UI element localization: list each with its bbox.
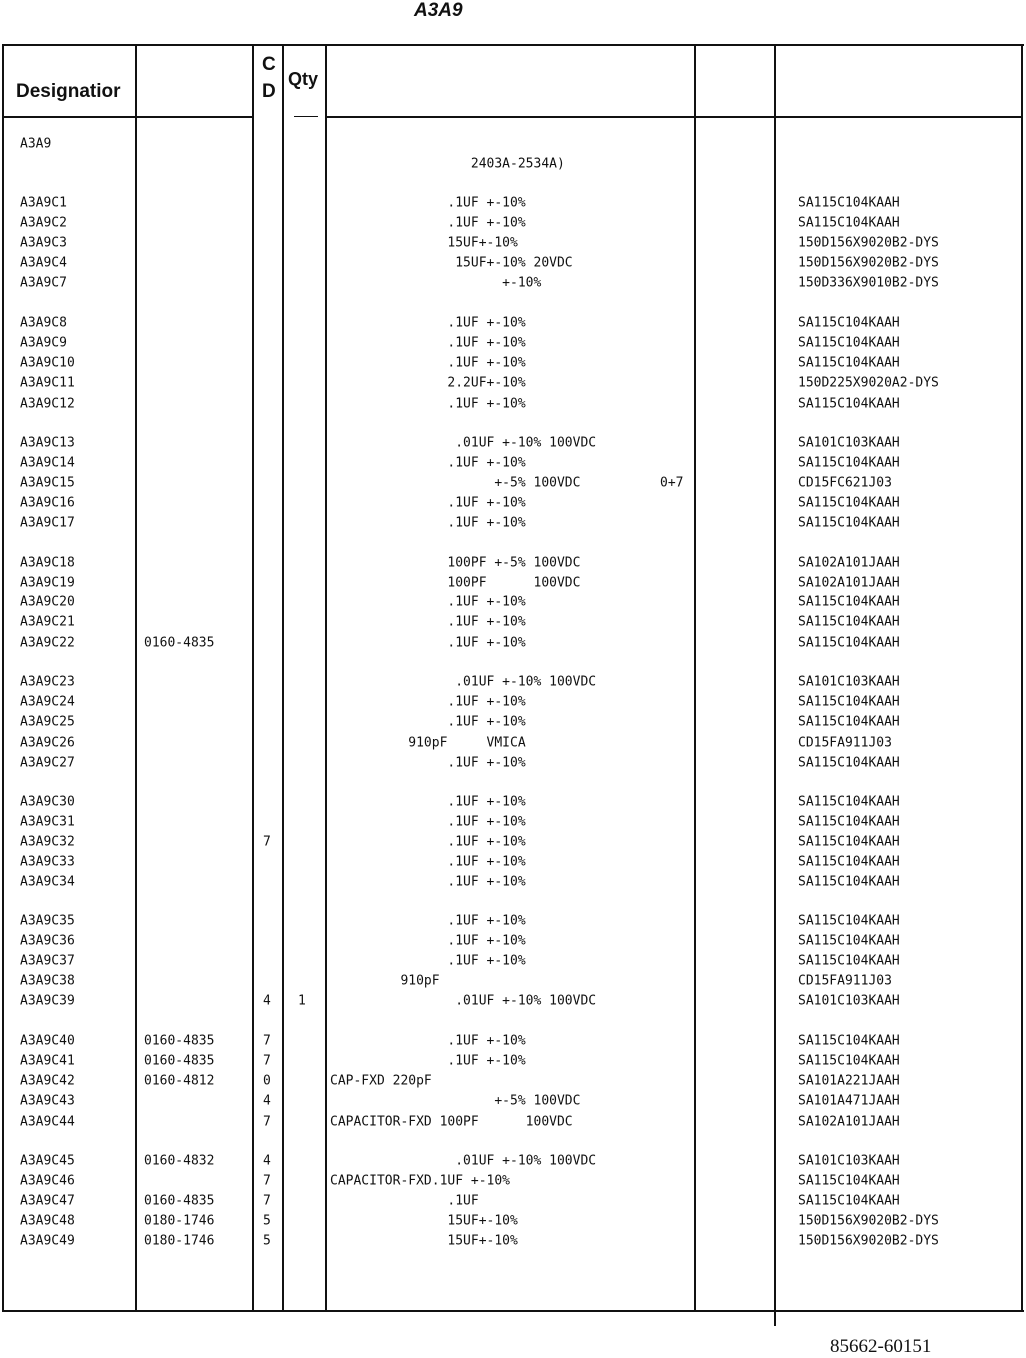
description-cell: .1UF +-10% xyxy=(330,396,526,412)
mfr-part-number-cell: SA115C104KAAH xyxy=(798,694,900,710)
description-cell: .1UF +-10% xyxy=(330,1053,526,1069)
description-cell: .1UF +-10% xyxy=(330,594,526,610)
check-digit-cell: 7 xyxy=(263,1033,271,1049)
designation-cell: A3A9C31 xyxy=(20,814,75,830)
part-number-cell: 0180-1746 xyxy=(144,1213,215,1229)
designation-cell: A3A9C48 xyxy=(20,1213,75,1229)
mfr-code-cell: 0+7 xyxy=(660,475,684,491)
description-cell: .1UF +-10% xyxy=(330,515,526,531)
column-divider xyxy=(694,44,696,1312)
column-divider xyxy=(2,44,4,1312)
description-cell: .1UF +-10% xyxy=(330,215,526,231)
description-cell: .1UF +-10% xyxy=(330,953,526,969)
description-cell: .1UF +-10% xyxy=(330,814,526,830)
description-cell: .1UF +-10% xyxy=(330,335,526,351)
description-cell: .1UF +-10% xyxy=(330,455,526,471)
description-cell: .1UF +-10% xyxy=(330,635,526,651)
header-qty: Qty xyxy=(288,69,319,89)
designation-cell: A3A9C27 xyxy=(20,755,75,771)
description-cell: .1UF +-10% xyxy=(330,195,526,211)
description-cell: +-5% 100VDC xyxy=(330,1093,581,1109)
designation-cell: A3A9C18 xyxy=(20,555,75,571)
mfr-part-number-cell: SA101A221JAAH xyxy=(798,1073,900,1089)
description-cell: .1UF +-10% xyxy=(330,874,526,890)
description-cell: 100PF +-5% 100VDC xyxy=(330,555,581,571)
designation-cell: A3A9C35 xyxy=(20,913,75,929)
mfr-part-number-cell: SA102A101JAAH xyxy=(798,555,900,571)
description-cell: CAPACITOR-FXD.1UF +-10% xyxy=(330,1173,511,1189)
designation-cell: A3A9C43 xyxy=(20,1093,75,1109)
qty-cell: 1 xyxy=(298,993,306,1009)
description-cell: .01UF +-10% 100VDC xyxy=(330,1153,597,1169)
check-digit-cell: 4 xyxy=(263,1153,271,1169)
description-cell: .1UF +-10% xyxy=(330,794,526,810)
description-cell: .1UF +-10% xyxy=(330,714,526,730)
column-divider xyxy=(325,44,327,1312)
description-cell: 15UF+-10% xyxy=(330,1213,518,1229)
mfr-part-number-cell: SA115C104KAAH xyxy=(798,814,900,830)
mfr-part-number-cell: SA115C104KAAH xyxy=(798,614,900,630)
designation-cell: A3A9C19 xyxy=(20,575,75,591)
column-divider xyxy=(135,44,137,1312)
designation-cell: A3A9C16 xyxy=(20,495,75,511)
part-number-cell: 0160-4832 xyxy=(144,1153,215,1169)
check-digit-cell: 0 xyxy=(263,1073,271,1089)
mfr-part-number-cell: SA101C103KAAH xyxy=(798,993,900,1009)
description-cell: .1UF xyxy=(330,1193,479,1209)
mfr-part-number-cell: SA101C103KAAH xyxy=(798,435,900,451)
mfr-part-number-cell: 150D156X9020B2-DYS xyxy=(798,255,939,271)
designation-cell: A3A9C8 xyxy=(20,315,67,331)
mfr-part-number-cell: SA115C104KAAH xyxy=(798,495,900,511)
designation-cell: A3A9C42 xyxy=(20,1073,75,1089)
mfr-part-number-cell: 150D156X9020B2-DYS xyxy=(798,1213,939,1229)
table-top-border xyxy=(2,44,1024,46)
designation-cell: A3A9C20 xyxy=(20,594,75,610)
check-digit-cell: 7 xyxy=(263,1053,271,1069)
header-rule xyxy=(325,116,1023,118)
column-divider xyxy=(774,44,776,1326)
designation-cell: A3A9C34 xyxy=(20,874,75,890)
part-number-cell: 0160-4835 xyxy=(144,1033,215,1049)
table-bottom-border xyxy=(2,1310,1024,1312)
check-digit-cell: 4 xyxy=(263,993,271,1009)
header-rule xyxy=(2,116,252,118)
mfr-part-number-cell: 150D225X9020A2-DYS xyxy=(798,375,939,391)
check-digit-cell: 4 xyxy=(263,1093,271,1109)
description-cell: .1UF +-10% xyxy=(330,315,526,331)
mfr-part-number-cell: SA115C104KAAH xyxy=(798,455,900,471)
part-number-cell: 0160-4812 xyxy=(144,1073,215,1089)
designation-cell: A3A9C24 xyxy=(20,694,75,710)
column-divider xyxy=(282,44,284,1312)
mfr-part-number-cell: SA115C104KAAH xyxy=(798,1033,900,1049)
designation-cell: A3A9 xyxy=(20,136,52,152)
mfr-part-number-cell: SA115C104KAAH xyxy=(798,195,900,211)
designation-cell: A3A9C47 xyxy=(20,1193,75,1209)
mfr-part-number-cell: SA115C104KAAH xyxy=(798,355,900,371)
header-cd-bottom: D xyxy=(262,81,276,102)
designation-cell: A3A9C41 xyxy=(20,1053,75,1069)
check-digit-cell: 7 xyxy=(263,1173,271,1189)
description-cell: 100PF 100VDC xyxy=(330,575,581,591)
description-cell: 15UF+-10% 20VDC xyxy=(330,255,573,271)
designation-cell: A3A9C11 xyxy=(20,375,75,391)
description-cell: 910pF xyxy=(330,973,440,989)
description-cell: .1UF +-10% xyxy=(330,854,526,870)
designation-cell: A3A9C33 xyxy=(20,854,75,870)
description-cell: +-10% xyxy=(330,275,542,291)
mfr-part-number-cell: 150D336X9010B2-DYS xyxy=(798,275,939,291)
mfr-part-number-cell: SA115C104KAAH xyxy=(798,1053,900,1069)
description-cell: .1UF +-10% xyxy=(330,755,526,771)
mfr-part-number-cell: SA115C104KAAH xyxy=(798,1173,900,1189)
designation-cell: A3A9C39 xyxy=(20,993,75,1009)
mfr-part-number-cell: CD15FA911J03 xyxy=(798,973,892,989)
mfr-part-number-cell: SA115C104KAAH xyxy=(798,913,900,929)
mfr-part-number-cell: 150D156X9020B2-DYS xyxy=(798,1233,939,1249)
mfr-part-number-cell: SA115C104KAAH xyxy=(798,594,900,610)
mfr-part-number-cell: SA115C104KAAH xyxy=(798,714,900,730)
designation-cell: A3A9C36 xyxy=(20,933,75,949)
description-cell: .1UF +-10% xyxy=(330,495,526,511)
mfr-part-number-cell: SA115C104KAAH xyxy=(798,215,900,231)
mfr-part-number-cell: SA115C104KAAH xyxy=(798,854,900,870)
designation-cell: A3A9C49 xyxy=(20,1233,75,1249)
description-cell: 2.2UF+-10% xyxy=(330,375,526,391)
designation-cell: A3A9C23 xyxy=(20,674,75,690)
designation-cell: A3A9C7 xyxy=(20,275,67,291)
designation-cell: A3A9C21 xyxy=(20,614,75,630)
designation-cell: A3A9C4 xyxy=(20,255,67,271)
mfr-part-number-cell: SA115C104KAAH xyxy=(798,315,900,331)
check-digit-cell: 5 xyxy=(263,1213,271,1229)
header-designation: Designatior xyxy=(16,81,121,102)
description-cell: 910pF VMICA xyxy=(330,735,526,751)
designation-cell: A3A9C32 xyxy=(20,834,75,850)
description-cell: .1UF +-10% xyxy=(330,1033,526,1049)
description-cell: CAPACITOR-FXD 100PF 100VDC xyxy=(330,1114,573,1130)
mfr-part-number-cell: SA115C104KAAH xyxy=(798,335,900,351)
description-cell: .1UF +-10% xyxy=(330,933,526,949)
designation-cell: A3A9C14 xyxy=(20,455,75,471)
description-cell: .01UF +-10% 100VDC xyxy=(330,993,597,1009)
designation-cell: A3A9C1 xyxy=(20,195,67,211)
designation-cell: A3A9C46 xyxy=(20,1173,75,1189)
mfr-part-number-cell: SA115C104KAAH xyxy=(798,396,900,412)
designation-cell: A3A9C40 xyxy=(20,1033,75,1049)
mfr-part-number-cell: SA115C104KAAH xyxy=(798,933,900,949)
mfr-part-number-cell: SA115C104KAAH xyxy=(798,635,900,651)
description-cell: 15UF+-10% xyxy=(330,1233,518,1249)
designation-cell: A3A9C9 xyxy=(20,335,67,351)
check-digit-cell: 7 xyxy=(263,1193,271,1209)
check-digit-cell: 5 xyxy=(263,1233,271,1249)
designation-cell: A3A9C15 xyxy=(20,475,75,491)
designation-cell: A3A9C22 xyxy=(20,635,75,651)
document-number: 85662-60151 xyxy=(830,1336,932,1357)
designation-cell: A3A9C38 xyxy=(20,973,75,989)
mfr-part-number-cell: SA101C103KAAH xyxy=(798,674,900,690)
mfr-part-number-cell: SA115C104KAAH xyxy=(798,874,900,890)
description-cell: .1UF +-10% xyxy=(330,913,526,929)
designation-cell: A3A9C3 xyxy=(20,235,67,251)
mfr-part-number-cell: SA115C104KAAH xyxy=(798,755,900,771)
description-cell: +-5% 100VDC xyxy=(330,475,581,491)
description-cell: 2403A-2534A) xyxy=(330,156,565,172)
designation-cell: A3A9C30 xyxy=(20,794,75,810)
description-cell: 15UF+-10% xyxy=(330,235,518,251)
description-cell: .1UF +-10% xyxy=(330,355,526,371)
mfr-part-number-cell: SA101C103KAAH xyxy=(798,1153,900,1169)
header-cd-top: C xyxy=(262,54,276,75)
mfr-part-number-cell: CD15FC621J03 xyxy=(798,475,892,491)
description-cell: CAP-FXD 220pF xyxy=(330,1073,432,1089)
designation-cell: A3A9C37 xyxy=(20,953,75,969)
designation-cell: A3A9C44 xyxy=(20,1114,75,1130)
designation-cell: A3A9C10 xyxy=(20,355,75,371)
mfr-part-number-cell: SA115C104KAAH xyxy=(798,794,900,810)
description-cell: .01UF +-10% 100VDC xyxy=(330,674,597,690)
designation-cell: A3A9C25 xyxy=(20,714,75,730)
designation-cell: A3A9C12 xyxy=(20,396,75,412)
mfr-part-number-cell: SA115C104KAAH xyxy=(798,515,900,531)
check-digit-cell: 7 xyxy=(263,1114,271,1130)
part-number-cell: 0160-4835 xyxy=(144,1053,215,1069)
description-cell: .01UF +-10% 100VDC xyxy=(330,435,597,451)
header-rule xyxy=(294,116,318,117)
mfr-part-number-cell: SA102A101JAAH xyxy=(798,575,900,591)
mfr-part-number-cell: SA115C104KAAH xyxy=(798,1193,900,1209)
part-number-cell: 0160-4835 xyxy=(144,1193,215,1209)
designation-cell: A3A9C17 xyxy=(20,515,75,531)
page-title: A3A9 xyxy=(414,0,463,21)
designation-cell: A3A9C13 xyxy=(20,435,75,451)
column-divider xyxy=(1021,44,1023,1312)
description-cell: .1UF +-10% xyxy=(330,694,526,710)
designation-cell: A3A9C26 xyxy=(20,735,75,751)
description-cell: .1UF +-10% xyxy=(330,834,526,850)
mfr-part-number-cell: CD15FA911J03 xyxy=(798,735,892,751)
mfr-part-number-cell: SA102A101JAAH xyxy=(798,1114,900,1130)
mfr-part-number-cell: 150D156X9020B2-DYS xyxy=(798,235,939,251)
mfr-part-number-cell: SA115C104KAAH xyxy=(798,953,900,969)
designation-cell: A3A9C2 xyxy=(20,215,67,231)
mfr-part-number-cell: SA115C104KAAH xyxy=(798,834,900,850)
check-digit-cell: 7 xyxy=(263,834,271,850)
part-number-cell: 0160-4835 xyxy=(144,635,215,651)
column-divider xyxy=(252,44,254,1312)
part-number-cell: 0180-1746 xyxy=(144,1233,215,1249)
mfr-part-number-cell: SA101A471JAAH xyxy=(798,1093,900,1109)
description-cell: .1UF +-10% xyxy=(330,614,526,630)
designation-cell: A3A9C45 xyxy=(20,1153,75,1169)
